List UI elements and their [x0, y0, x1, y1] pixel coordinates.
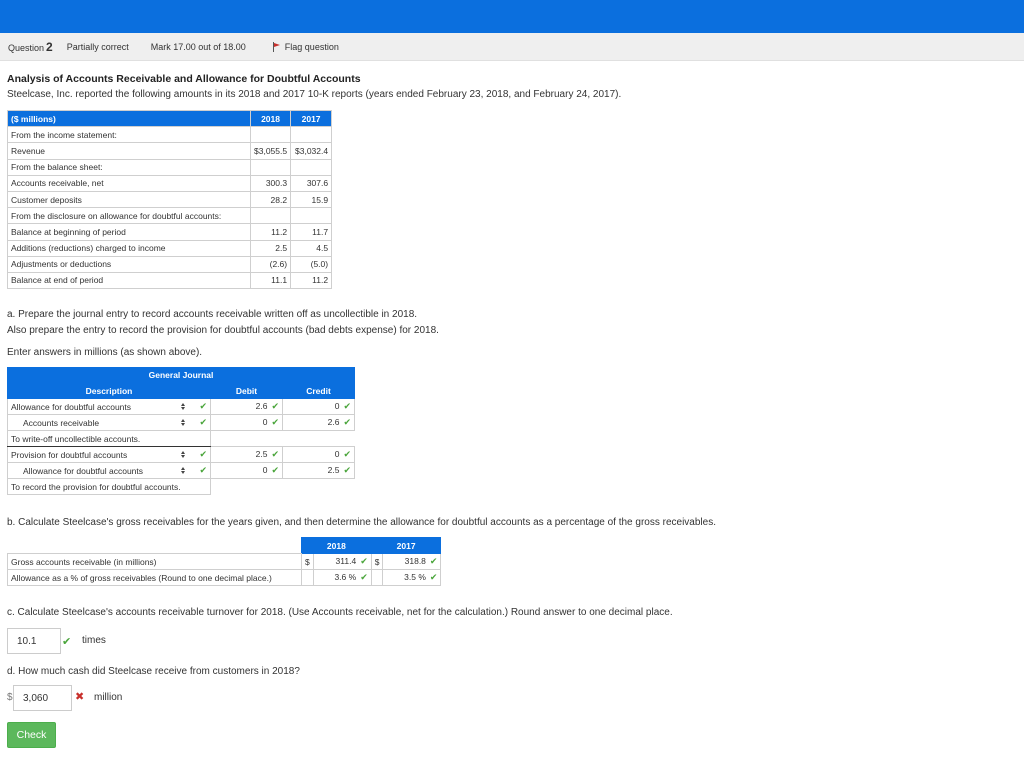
- question-info-bar: [0, 33, 1024, 61]
- currency-prefix: $: [7, 692, 13, 703]
- correct-check-icon: ✔: [429, 556, 438, 566]
- problem-title: Analysis of Accounts Receivable and Allowance for Doubtful Accounts: [7, 73, 361, 85]
- correct-check-icon: ✔: [199, 449, 207, 459]
- part-a-question-line1: a. Prepare the journal entry to record accounts receivable written off as uncollectible in 2018.: [7, 309, 418, 320]
- col-header-2017: 2017: [291, 111, 332, 127]
- part-b-question: b. Calculate Steelcase's gross receivables for the years given, and then determine the allowance for doubtful accounts as a percentage of the gross receivables.: [7, 517, 716, 528]
- correct-check-icon: ✔: [62, 636, 72, 648]
- correct-check-icon: ✔: [199, 465, 207, 475]
- cash-unit: million: [94, 692, 123, 703]
- select-arrows-icon: [179, 402, 187, 412]
- flag-question-link[interactable]: [272, 42, 339, 52]
- part-d-question: d. How much cash did Steelcase receive from customers in 2018?: [7, 666, 300, 677]
- table-row: Allowance as a % of gross receivables (Round to one decimal place.) 3.6 % ✔ 3.5 % ✔: [8, 570, 441, 586]
- debit-input[interactable]: 2.5 ✔: [211, 447, 283, 463]
- question-number: Question 2: [8, 39, 53, 54]
- table-row: From the balance sheet:: [8, 159, 332, 175]
- incorrect-cross-icon: ✖: [75, 691, 85, 703]
- journal-header-debit: Debit: [211, 383, 283, 399]
- select-arrows-icon: [179, 450, 187, 460]
- cash-received-input[interactable]: 3,060: [13, 685, 72, 711]
- top-navbar: [0, 0, 1024, 33]
- correct-check-icon: ✔: [271, 465, 279, 475]
- part-a-instruction: Enter answers in millions (as shown above).: [7, 347, 203, 358]
- financial-data-table: [7, 110, 332, 289]
- table-row: Balance at end of period 11.1 11.2: [8, 272, 332, 288]
- turnover-input[interactable]: 10.1: [7, 628, 61, 654]
- journal-memo[interactable]: To record the provision for doubtful accounts.: [8, 479, 211, 495]
- credit-input[interactable]: 2.6 ✔: [283, 415, 355, 431]
- part-c-question: c. Calculate Steelcase's accounts receivable turnover for 2018. (Use Accounts receivable, net for the calculation.) Round answer to one decimal place.: [7, 607, 673, 618]
- debit-input[interactable]: 2.6 ✔: [211, 399, 283, 415]
- col-header-2017: 2017: [371, 538, 441, 554]
- table-row: Accounts receivable, net 300.3 307.6: [8, 175, 332, 191]
- question-state: Partially correct: [66, 41, 129, 52]
- journal-memo[interactable]: To write-off uncollectible accounts.: [8, 431, 211, 447]
- table-row: Gross accounts receivable (in millions) $ 311.4 ✔ $ 318.8 ✔: [8, 554, 441, 570]
- problem-description: Steelcase, Inc. reported the following amounts in its 2018 and 2017 10-K reports (years ended February 23, 2018, and February 24, 2017).: [7, 89, 622, 100]
- table-row: Balance at beginning of period 11.2 11.7: [8, 224, 332, 240]
- correct-check-icon: ✔: [429, 572, 438, 582]
- correct-check-icon: ✔: [343, 449, 351, 459]
- journal-row: [8, 447, 355, 463]
- journal-memo-row: [8, 479, 355, 495]
- account-select[interactable]: Allowance for doubtful accounts ✔: [8, 463, 211, 479]
- select-arrows-icon: [179, 418, 187, 428]
- check-button[interactable]: Check: [7, 722, 56, 748]
- correct-check-icon: ✔: [199, 417, 207, 427]
- journal-row: [8, 415, 355, 431]
- question-mark: Mark 17.00 out of 18.00: [150, 41, 246, 52]
- correct-check-icon: ✔: [360, 556, 368, 566]
- general-journal-table: [7, 367, 355, 495]
- credit-input[interactable]: 0 ✔: [283, 447, 355, 463]
- table-row: Revenue $3,055.5 $3,032.4: [8, 143, 332, 159]
- credit-input[interactable]: 0 ✔: [283, 399, 355, 415]
- account-select[interactable]: Allowance for doubtful accounts ✔: [8, 399, 211, 415]
- select-arrows-icon: [179, 466, 187, 476]
- correct-check-icon: ✔: [343, 465, 351, 475]
- col-header-2018: 2018: [302, 538, 372, 554]
- table-row: Adjustments or deductions (2.6) (5.0): [8, 256, 332, 272]
- account-select[interactable]: Provision for doubtful accounts ✔: [8, 447, 211, 463]
- gross-ar-2017-input[interactable]: 318.8 ✔: [383, 554, 441, 570]
- gross-ar-2018-input[interactable]: 311.4 ✔: [313, 554, 371, 570]
- table-row: From the income statement:: [8, 127, 332, 143]
- table-row: From the disclosure on allowance for doubtful accounts:: [8, 208, 332, 224]
- correct-check-icon: ✔: [360, 572, 368, 582]
- journal-caption: General Journal: [8, 368, 355, 383]
- table-row: Customer deposits 28.2 15.9: [8, 191, 332, 207]
- account-select[interactable]: Accounts receivable ✔: [8, 415, 211, 431]
- turnover-unit: times: [82, 635, 106, 646]
- col-header-2018: 2018: [251, 111, 291, 127]
- gross-receivables-table: [7, 537, 441, 586]
- correct-check-icon: ✔: [199, 401, 207, 411]
- part-a-question-line2: Also prepare the entry to record the provision for doubtful accounts (bad debts expense) for 2018.: [7, 325, 439, 336]
- correct-check-icon: ✔: [343, 401, 351, 411]
- correct-check-icon: ✔: [271, 449, 279, 459]
- journal-row: [8, 399, 355, 415]
- correct-check-icon: ✔: [271, 417, 279, 427]
- correct-check-icon: ✔: [271, 401, 279, 411]
- journal-header-description: Description: [8, 383, 211, 399]
- flag-icon: [272, 42, 281, 52]
- flag-question-label: Flag question: [284, 41, 339, 52]
- debit-input[interactable]: 0 ✔: [211, 463, 283, 479]
- journal-memo-row: [8, 431, 355, 447]
- journal-row: [8, 463, 355, 479]
- table-row: Additions (reductions) charged to income 2.5 4.5: [8, 240, 332, 256]
- journal-header-credit: Credit: [283, 383, 355, 399]
- col-header-label: ($ millions): [8, 111, 251, 127]
- allowance-pct-2017-input[interactable]: 3.5 % ✔: [383, 570, 441, 586]
- correct-check-icon: ✔: [343, 417, 351, 427]
- debit-input[interactable]: 0 ✔: [211, 415, 283, 431]
- allowance-pct-2018-input[interactable]: 3.6 % ✔: [313, 570, 371, 586]
- credit-input[interactable]: 2.5 ✔: [283, 463, 355, 479]
